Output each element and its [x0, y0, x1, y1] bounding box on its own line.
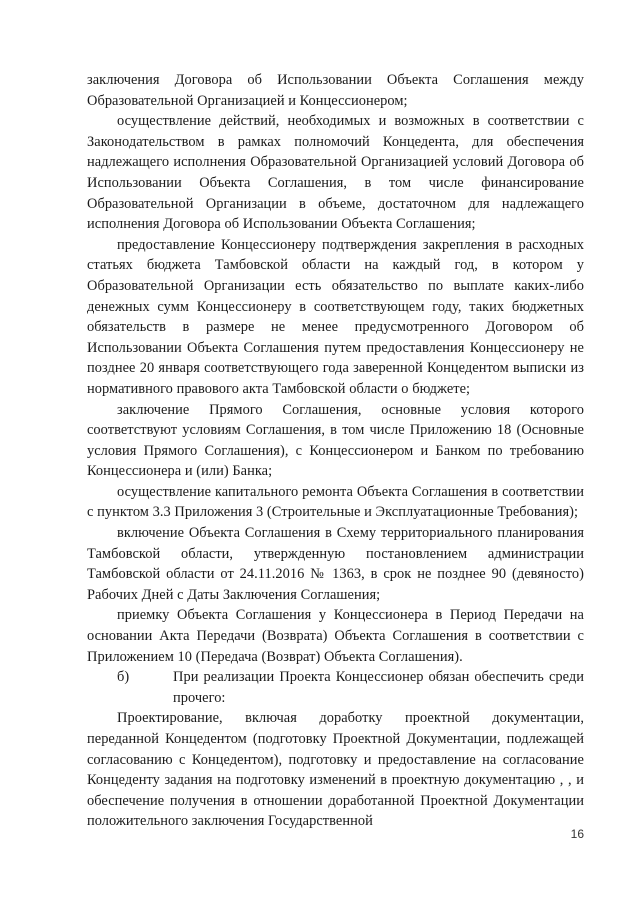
paragraph-capital-repair: осуществление капитального ремонта Объекта Соглашения в соответствии с пунктом 3.3 Приложения 3 (Строительные и Эксплуатационные Требования); — [87, 483, 584, 521]
paragraph-acceptance: приемку Объекта Соглашения у Концессионера в Период Передачи на основании Акта Передачи (Возврата) Объекта Соглашения в соответствии с Приложением 10 (Передача (Возврат) Объекта Соглашения). — [87, 607, 584, 665]
page-number: 16 — [570, 827, 584, 841]
subsection-b — [87, 667, 584, 708]
paragraph-actions-legislation: осуществление действий, необходимых и возможных в соответствии с Законодательством в рамках полномочий Концедента, для обеспечения надлежащего исполнения Образовательной Организацией условий Договора об Использовании Объекта Соглашения, в том числе финансирование Образовательной Организации в объеме, достаточном для надлежащего исполнения Договора об Использовании Объекта Соглашения; — [87, 113, 584, 233]
subsection-marker: б) — [117, 669, 130, 686]
paragraph-budget-confirmation: предоставление Концессионеру подтверждения закрепления в расходных статьях бюджета Тамбовской области на каждый год, в котором у Образовательной Организации есть обязательство по выплате каких-либо денежных сумм Концессионеру в соответствующем году, таких бюджетных обязательств в размере не менее предусмотренного Договором об Использовании Объекта Соглашения путем предоставления Концессионеру не позднее 20 января соответствующего года заверенной Концедентом выписки из нормативного правового акта Тамбовской области о бюджете; — [87, 236, 584, 397]
document-body — [87, 70, 584, 832]
paragraph-direct-agreement: заключение Прямого Соглашения, основные условия которого соответствуют условиям Соглашения, в том числе Приложению 18 (Основные условия Прямого Соглашения), с Концессионером и Банком по требованию Концессионера и (или) Банка; — [87, 401, 584, 480]
paragraph-contract-conclusion: заключения Договора об Использовании Объекта Соглашения между Образовательной Организацией и Концессионером; — [87, 72, 584, 109]
paragraph-territorial-scheme: включение Объекта Соглашения в Схему территориального планирования Тамбовской области, утвержденную постановлением администрации Тамбовской области от 24.11.2016 № 1363, в срок не позднее 90 (девяносто) Рабочих Дней с Даты Заключения Соглашения; — [87, 525, 584, 603]
paragraph-design: Проектирование, включая доработку проектной документации, переданной Концедентом (подготовку Проектной Документации, подлежащей согласованию с Концедентом), подготовку и предоставление на согласование Концеденту задания на подготовку изменений в проектную документацию , , и обеспечение получения в отношении доработанной Проектной Документации положительного заключения Государственной — [87, 710, 584, 830]
subsection-text: При реализации Проекта Концессионер обязан обеспечить среди прочего: — [173, 669, 584, 706]
